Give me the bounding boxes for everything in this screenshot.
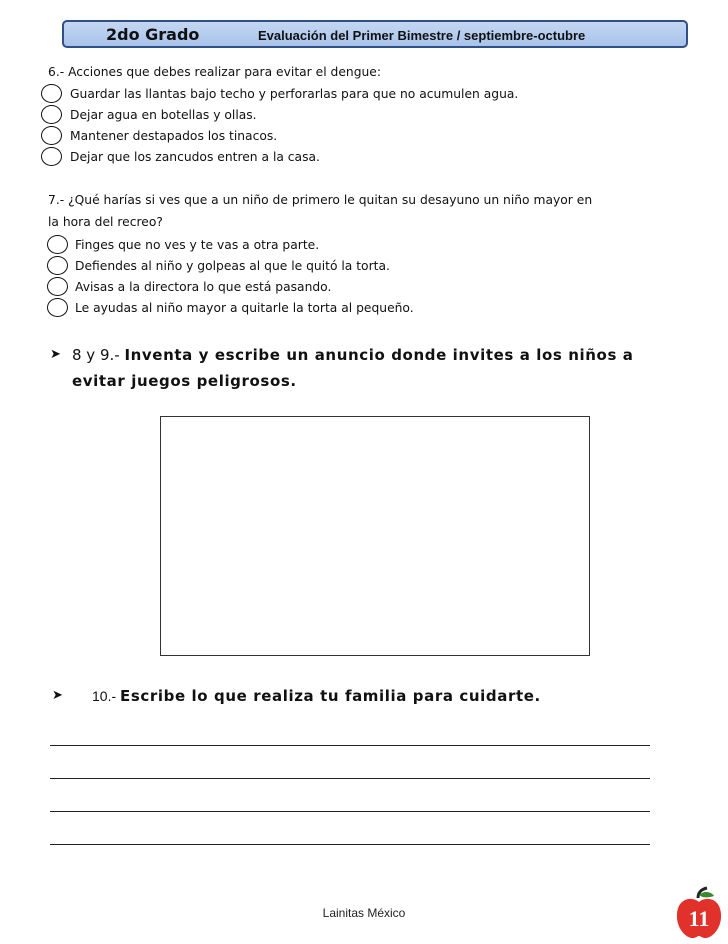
option-7-1: Finges que no ves y te vas a otra parte. [75, 238, 320, 252]
header-banner [62, 20, 688, 48]
question-7-line-1: 7.- ¿Qué harías si ves que a un niño de primero le quitan su desayuno un niño mayor en [48, 193, 593, 207]
answer-line-4[interactable] [50, 844, 650, 845]
option-7-3: Avisas a la directora lo que está pasando. [75, 280, 332, 294]
answer-circle-6-1[interactable] [41, 84, 62, 103]
page-number: 11 [688, 906, 710, 931]
footer-publisher: Lainitas México [322, 906, 406, 920]
question-8-9-line-2 [72, 368, 297, 394]
apple-page-badge [674, 886, 724, 940]
answer-line-3[interactable] [50, 811, 650, 812]
answer-circle-7-4[interactable] [47, 298, 68, 317]
evaluation-title: Evaluación del Primer Bimestre / septiembre-octubre [258, 28, 586, 43]
question-10 [92, 683, 541, 709]
option-6-1: Guardar las llantas bajo techo y perforarlas para que no acumulen agua. [70, 87, 519, 101]
question-8-9-text-2: evitar juegos peligrosos. [72, 372, 297, 390]
question-8-9-text-1: Inventa y escribe un anuncio donde invites a los niños a [124, 346, 634, 364]
question-7-line-2: la hora del recreo? [48, 215, 163, 229]
question-10-text: Escribe lo que realiza tu familia para cuidarte. [120, 687, 541, 705]
option-7-2: Defiendes al niño y golpeas al que le quitó la torta. [75, 259, 390, 273]
option-6-4: Dejar que los zancudos entren a la casa. [70, 150, 320, 164]
question-8-9-line-1 [72, 342, 634, 368]
option-6-3: Mantener destapados los tinacos. [70, 129, 278, 143]
arrow-bullet-icon: ➤ [52, 688, 63, 703]
drawing-answer-box[interactable] [160, 416, 590, 656]
answer-circle-6-2[interactable] [41, 105, 62, 124]
question-6: 6.- Acciones que debes realizar para evitar el dengue: [48, 65, 382, 79]
arrow-bullet-icon: ➤ [50, 347, 61, 362]
question-8-9-number: 8 y 9.- [72, 346, 125, 364]
answer-circle-7-1[interactable] [47, 235, 68, 254]
answer-circle-6-3[interactable] [41, 126, 62, 145]
answer-circle-6-4[interactable] [41, 147, 62, 166]
question-10-number: 10.- [92, 688, 121, 704]
answer-circle-7-2[interactable] [47, 256, 68, 275]
answer-line-2[interactable] [50, 778, 650, 779]
answer-line-1[interactable] [50, 745, 650, 746]
grade-label: 2do Grado [106, 25, 200, 44]
option-7-4: Le ayudas al niño mayor a quitarle la torta al pequeño. [75, 301, 414, 315]
answer-circle-7-3[interactable] [47, 277, 68, 296]
option-6-2: Dejar agua en botellas y ollas. [70, 108, 257, 122]
